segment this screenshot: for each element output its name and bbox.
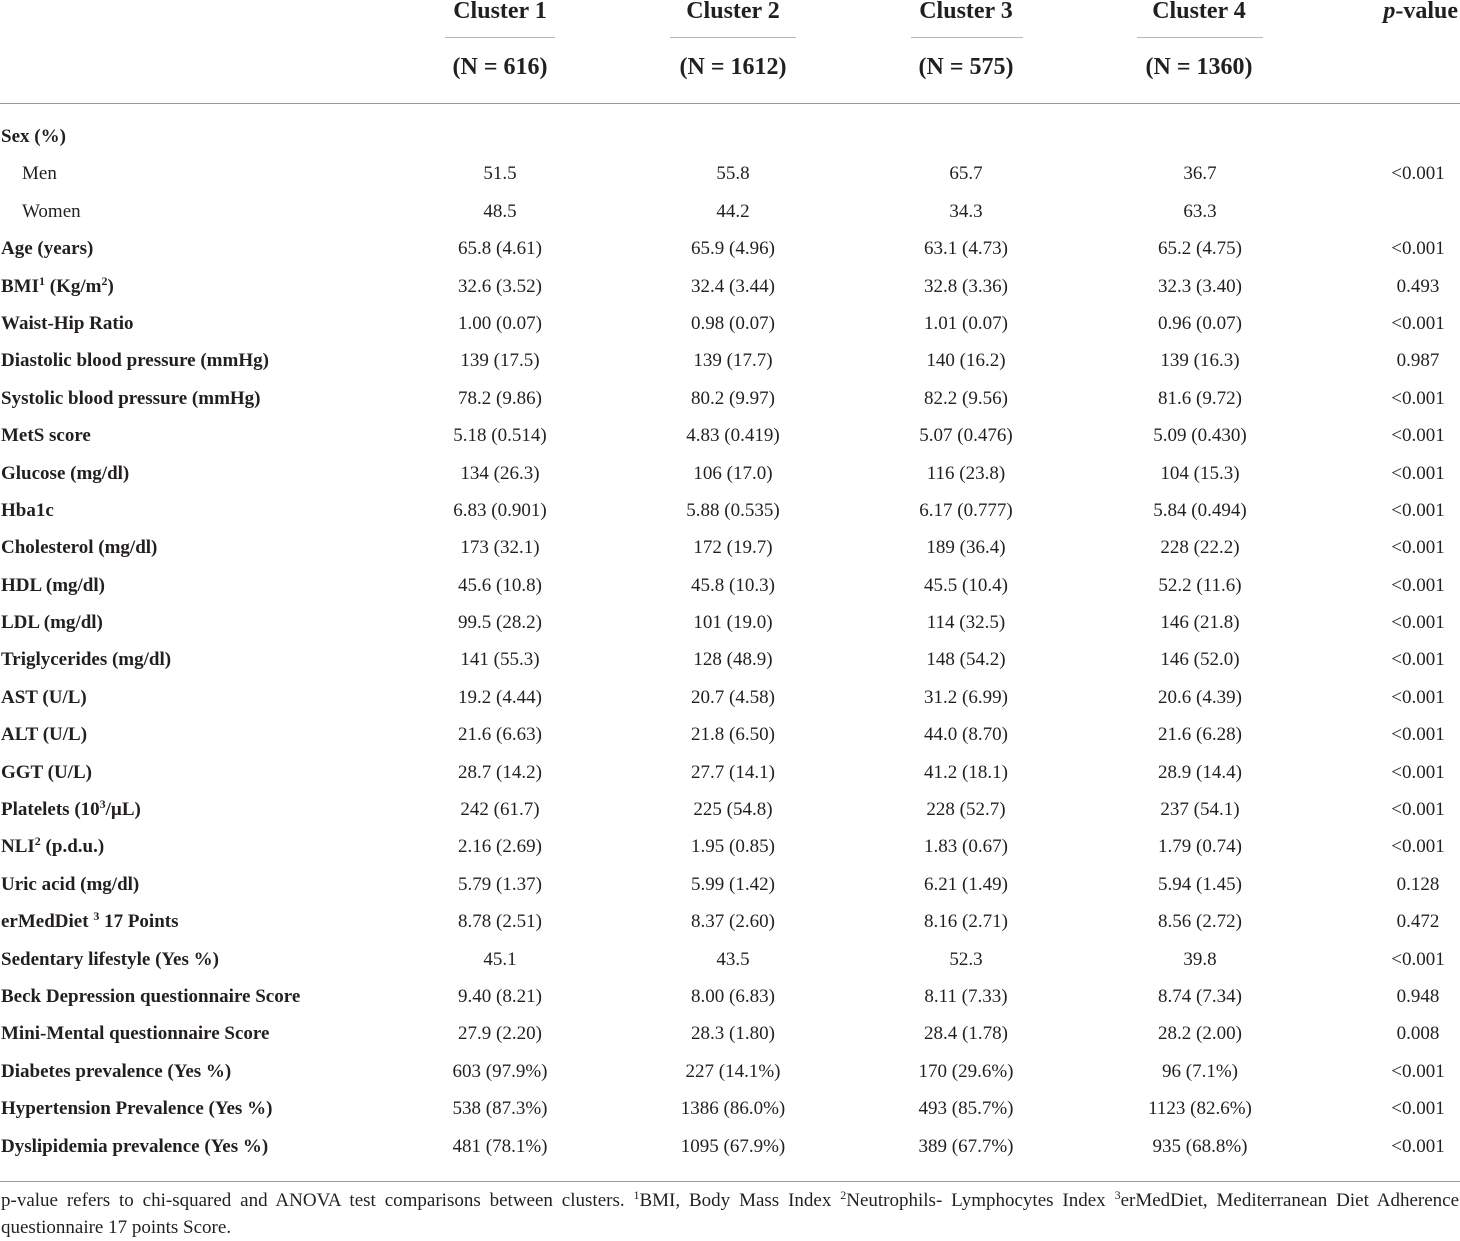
label-superscript: 1 [39, 273, 45, 288]
label-text: BMI [1, 275, 39, 297]
table-row [0, 866, 1460, 903]
label-text: ) [107, 275, 114, 297]
row-label [1, 268, 114, 305]
table-row [0, 791, 1460, 828]
cell-cluster-2: 32.4 (3.44) [691, 275, 775, 297]
row-label [1, 567, 105, 604]
cell-cluster-1: 65.8 (4.61) [458, 238, 542, 260]
cell-p-value: <0.001 [1391, 312, 1445, 334]
column-header-name: Cluster 1 [453, 0, 547, 24]
cell-cluster-4: 104 (15.3) [1160, 462, 1240, 484]
row-label [1, 342, 269, 379]
cell-cluster-2: 21.8 (6.50) [691, 724, 775, 746]
row-label [1, 1128, 268, 1165]
header-rule [911, 37, 1023, 38]
column-header-p-value [1383, 0, 1458, 25]
cell-cluster-4: 5.09 (0.430) [1153, 425, 1247, 447]
row-label [1, 1015, 269, 1052]
footnote-intro: p-value refers to chi-squared and ANOVA test comparisons between clusters. [1, 1190, 634, 1211]
cell-cluster-1: 78.2 (9.86) [458, 387, 542, 409]
cell-p-value: <0.001 [1391, 425, 1445, 447]
table-bottom-rule [0, 1181, 1460, 1182]
cell-p-value: 0.987 [1396, 350, 1440, 372]
cell-cluster-1: 21.6 (6.63) [458, 724, 542, 746]
cell-cluster-1: 481 (78.1%) [452, 1135, 548, 1157]
cell-cluster-2: 5.99 (1.42) [691, 873, 775, 895]
label-text: GGT (U/L) [1, 761, 92, 783]
cell-cluster-2: 172 (19.7) [693, 537, 773, 559]
cell-cluster-3: 32.8 (3.36) [924, 275, 1008, 297]
header-rule [445, 37, 555, 38]
p-value-italic: p [1383, 0, 1396, 24]
label-text: Glucose (mg/dl) [1, 462, 130, 484]
cell-cluster-3: 189 (36.4) [926, 537, 1006, 559]
header-bottom-rule [0, 103, 1460, 104]
row-label [1, 791, 141, 828]
cell-cluster-4: 1.79 (0.74) [1158, 836, 1242, 858]
cell-cluster-3: 63.1 (4.73) [924, 238, 1008, 260]
cell-p-value: <0.001 [1391, 574, 1445, 596]
cell-cluster-4: 0.96 (0.07) [1158, 312, 1242, 334]
column-header-name: Cluster 4 [1152, 0, 1246, 24]
row-label [1, 941, 219, 978]
label-superscript: 2 [101, 273, 108, 288]
table-row [0, 978, 1460, 1015]
cell-cluster-3: 8.11 (7.33) [924, 985, 1008, 1007]
row-label [1, 380, 261, 417]
label-text: Cholesterol (mg/dl) [1, 537, 158, 559]
table-body [0, 118, 1460, 1165]
column-header-name: Cluster 2 [686, 0, 780, 24]
table-row [0, 155, 1460, 192]
cell-cluster-2: 1386 (86.0%) [680, 1098, 786, 1120]
cell-cluster-4: 8.74 (7.34) [1158, 985, 1242, 1007]
header-rule [670, 37, 796, 38]
row-label [1, 492, 54, 529]
cell-cluster-2: 101 (19.0) [693, 612, 773, 634]
label-text: ALT (U/L) [1, 724, 88, 746]
cell-cluster-4: 935 (68.8%) [1152, 1135, 1248, 1157]
cell-cluster-3: 6.17 (0.777) [919, 499, 1013, 521]
cell-cluster-1: 27.9 (2.20) [458, 1023, 542, 1045]
footnote-nli: Neutrophils- Lymphocytes Index [846, 1190, 1115, 1211]
table-row [0, 1015, 1460, 1052]
cell-cluster-4: 81.6 (9.72) [1158, 387, 1242, 409]
cell-cluster-1: 9.40 (8.21) [458, 985, 542, 1007]
table-row [0, 492, 1460, 529]
cell-cluster-4: 36.7 [1183, 163, 1217, 185]
cell-p-value: <0.001 [1391, 163, 1445, 185]
label-text: /µL) [105, 799, 141, 821]
cell-cluster-1: 141 (55.3) [460, 649, 540, 671]
cell-cluster-3: 1.01 (0.07) [924, 312, 1008, 334]
cell-cluster-4: 139 (16.3) [1160, 350, 1240, 372]
cell-cluster-2: 128 (48.9) [693, 649, 773, 671]
footnote-marker: 1 [633, 1188, 640, 1202]
cell-cluster-3: 1.83 (0.67) [924, 836, 1008, 858]
cell-cluster-2: 65.9 (4.96) [691, 238, 775, 260]
row-label [1, 455, 129, 492]
table-row [0, 193, 1460, 230]
label-superscript: 3 [99, 797, 106, 812]
label-text: erMedDiet [1, 911, 94, 933]
table-row [0, 342, 1460, 379]
label-text: Beck Depression questionnaire Score [1, 985, 301, 1007]
cell-cluster-4: 32.3 (3.40) [1158, 275, 1242, 297]
table-row [0, 567, 1460, 604]
column-header-n: (N = 1360) [1145, 54, 1253, 80]
cell-cluster-2: 45.8 (10.3) [691, 574, 775, 596]
row-label [1, 1053, 231, 1090]
table-row [0, 828, 1460, 865]
cell-cluster-1: 99.5 (28.2) [458, 612, 542, 634]
table-row [0, 716, 1460, 753]
row-label [1, 754, 92, 791]
cell-cluster-2: 28.3 (1.80) [691, 1023, 775, 1045]
table-row [0, 455, 1460, 492]
label-text: (p.d.u.) [40, 836, 105, 858]
cell-cluster-4: 237 (54.1) [1160, 799, 1240, 821]
cell-cluster-3: 228 (52.7) [926, 799, 1006, 821]
cell-cluster-2: 8.00 (6.83) [691, 985, 775, 1007]
cell-cluster-1: 134 (26.3) [460, 462, 540, 484]
cell-p-value: <0.001 [1391, 724, 1445, 746]
cell-cluster-1: 45.1 [483, 948, 517, 970]
cell-p-value: <0.001 [1391, 836, 1445, 858]
cell-cluster-1: 2.16 (2.69) [458, 836, 542, 858]
cell-cluster-2: 0.98 (0.07) [691, 312, 775, 334]
cell-cluster-3: 493 (85.7%) [918, 1098, 1014, 1120]
cell-p-value: <0.001 [1391, 649, 1445, 671]
label-text: HDL (mg/dl) [1, 574, 105, 596]
label-text: AST (U/L) [1, 686, 87, 708]
label-text: Women [22, 200, 81, 222]
cell-cluster-3: 31.2 (6.99) [924, 686, 1008, 708]
column-header-name: Cluster 3 [919, 0, 1013, 24]
cell-cluster-3: 170 (29.6%) [918, 1060, 1014, 1082]
table-row [0, 1128, 1460, 1165]
cell-cluster-4: 52.2 (11.6) [1158, 574, 1242, 596]
row-label [1, 1090, 272, 1127]
row-label [1, 641, 171, 678]
label-text: Hypertension Prevalence (Yes %) [1, 1098, 273, 1120]
table-header [0, 0, 1460, 104]
cell-p-value: <0.001 [1391, 686, 1445, 708]
cell-cluster-1: 1.00 (0.07) [458, 312, 542, 334]
label-text: Diabetes prevalence (Yes %) [1, 1060, 232, 1082]
cell-cluster-2: 27.7 (14.1) [691, 761, 775, 783]
label-text: Dyslipidemia prevalence (Yes %) [1, 1135, 269, 1157]
cell-cluster-2: 43.5 [716, 948, 750, 970]
cell-cluster-3: 34.3 [949, 200, 983, 222]
row-label [1, 529, 157, 566]
table-row [0, 529, 1460, 566]
cell-p-value: 0.472 [1396, 911, 1440, 933]
label-text: MetS score [1, 425, 91, 447]
cell-cluster-3: 82.2 (9.56) [924, 387, 1008, 409]
row-label [1, 978, 300, 1015]
cell-cluster-2: 1.95 (0.85) [691, 836, 775, 858]
table-row [0, 417, 1460, 454]
cell-cluster-4: 5.94 (1.45) [1158, 873, 1242, 895]
cell-cluster-4: 21.6 (6.28) [1158, 724, 1242, 746]
row-label [1, 118, 66, 155]
cell-cluster-3: 116 (23.8) [926, 462, 1006, 484]
label-text: LDL (mg/dl) [1, 612, 103, 634]
cell-p-value: <0.001 [1391, 612, 1445, 634]
cell-cluster-4: 28.2 (2.00) [1158, 1023, 1242, 1045]
table-row [0, 1090, 1460, 1127]
cell-cluster-4: 8.56 (2.72) [1158, 911, 1242, 933]
cell-p-value: 0.128 [1396, 873, 1440, 895]
table-row [0, 1053, 1460, 1090]
cell-p-value: <0.001 [1391, 761, 1445, 783]
cell-p-value: <0.001 [1391, 1060, 1445, 1082]
label-text: Sex (%) [1, 126, 66, 147]
cell-cluster-3: 8.16 (2.71) [924, 911, 1008, 933]
cell-cluster-1: 6.83 (0.901) [453, 499, 547, 521]
cell-cluster-3: 44.0 (8.70) [924, 724, 1008, 746]
table-row [0, 305, 1460, 342]
table-row [0, 679, 1460, 716]
label-text: Triglycerides (mg/dl) [1, 649, 172, 671]
row-label [1, 604, 103, 641]
label-text: NLI [1, 836, 35, 858]
row-label [1, 866, 139, 903]
label-superscript: 2 [34, 834, 41, 849]
table-row [0, 903, 1460, 940]
cell-p-value: 0.493 [1396, 275, 1440, 297]
row-label [1, 828, 104, 865]
label-text: Platelets (10 [1, 799, 100, 821]
label-text: (Kg/m [45, 275, 102, 297]
table-row [0, 604, 1460, 641]
cell-cluster-3: 45.5 (10.4) [924, 574, 1008, 596]
cell-cluster-2: 8.37 (2.60) [691, 911, 775, 933]
label-text: Diastolic blood pressure (mmHg) [1, 350, 269, 372]
cell-cluster-1: 32.6 (3.52) [458, 275, 542, 297]
cell-cluster-2: 4.83 (0.419) [686, 425, 780, 447]
cell-cluster-1: 8.78 (2.51) [458, 911, 542, 933]
cell-cluster-4: 63.3 [1183, 200, 1217, 222]
cell-cluster-2: 20.7 (4.58) [691, 686, 775, 708]
cell-cluster-1: 5.79 (1.37) [458, 873, 542, 895]
cell-cluster-2: 44.2 [716, 200, 750, 222]
cell-cluster-3: 41.2 (18.1) [924, 761, 1008, 783]
cell-p-value: <0.001 [1391, 1098, 1445, 1120]
row-label [1, 305, 133, 342]
column-header-n: (N = 575) [918, 54, 1014, 80]
cell-p-value: <0.001 [1391, 537, 1445, 559]
cell-cluster-2: 55.8 [716, 163, 750, 185]
cell-cluster-3: 148 (54.2) [926, 649, 1006, 671]
cell-cluster-2: 1095 (67.9%) [680, 1135, 786, 1157]
cell-cluster-1: 5.18 (0.514) [453, 425, 547, 447]
footnote-marker: 2 [840, 1188, 847, 1202]
row-label [1, 903, 179, 940]
footnote-ermeddiet: erMedDiet, Mediterranean Diet Adherence questionnaire 17 points Score. [1, 1190, 1460, 1238]
cell-p-value: 0.008 [1396, 1023, 1440, 1045]
table-footnote [1, 1187, 1459, 1241]
label-text: Waist-Hip Ratio [1, 312, 134, 334]
cell-cluster-4: 20.6 (4.39) [1158, 686, 1242, 708]
table-row [0, 754, 1460, 791]
cell-cluster-3: 52.3 [949, 948, 983, 970]
cell-cluster-4: 146 (21.8) [1160, 612, 1240, 634]
column-header-n: (N = 616) [452, 54, 548, 80]
cell-cluster-1: 45.6 (10.8) [458, 574, 542, 596]
cell-cluster-4: 228 (22.2) [1160, 537, 1240, 559]
cell-cluster-4: 39.8 [1183, 948, 1217, 970]
label-text: Hba1c [1, 499, 54, 521]
row-label [1, 716, 87, 753]
footnote-marker: 3 [1114, 1188, 1121, 1202]
cell-cluster-4: 5.84 (0.494) [1153, 499, 1247, 521]
cell-cluster-1: 48.5 [483, 200, 517, 222]
cell-cluster-2: 139 (17.7) [693, 350, 773, 372]
label-text: Systolic blood pressure (mmHg) [1, 387, 261, 409]
label-text: 17 Points [99, 911, 179, 933]
label-text: Uric acid (mg/dl) [1, 873, 140, 895]
label-text: Mini-Mental questionnaire Score [1, 1023, 270, 1045]
label-text: Men [22, 163, 57, 185]
cell-cluster-3: 389 (67.7%) [918, 1135, 1014, 1157]
cell-cluster-3: 140 (16.2) [926, 350, 1006, 372]
cell-cluster-2: 106 (17.0) [693, 462, 773, 484]
cell-cluster-1: 603 (97.9%) [452, 1060, 548, 1082]
cell-cluster-4: 96 (7.1%) [1162, 1060, 1238, 1082]
cell-cluster-1: 28.7 (14.2) [458, 761, 542, 783]
column-header-n: (N = 1612) [679, 54, 787, 80]
row-label [1, 417, 91, 454]
header-rule [1137, 37, 1263, 38]
cell-cluster-4: 65.2 (4.75) [1158, 238, 1242, 260]
table-row [0, 230, 1460, 267]
footnote-bmi: BMI, Body Mass Index [639, 1190, 841, 1211]
row-label [22, 155, 57, 192]
cell-cluster-1: 19.2 (4.44) [458, 686, 542, 708]
cell-p-value: <0.001 [1391, 499, 1445, 521]
p-value-rest: -value [1395, 0, 1458, 24]
cell-cluster-1: 173 (32.1) [460, 537, 540, 559]
cell-p-value: <0.001 [1391, 799, 1445, 821]
row-label [22, 193, 81, 230]
cell-cluster-1: 538 (87.3%) [452, 1098, 548, 1120]
cell-cluster-4: 146 (52.0) [1160, 649, 1240, 671]
cell-cluster-3: 5.07 (0.476) [919, 425, 1013, 447]
label-superscript: 3 [93, 909, 100, 924]
cell-cluster-1: 242 (61.7) [460, 799, 540, 821]
row-label [1, 230, 93, 267]
cell-cluster-4: 1123 (82.6%) [1148, 1098, 1252, 1120]
cell-p-value: <0.001 [1391, 1135, 1445, 1157]
table-row [0, 118, 1460, 155]
cell-p-value: <0.001 [1391, 948, 1445, 970]
cell-cluster-2: 80.2 (9.97) [691, 387, 775, 409]
row-label [1, 679, 87, 716]
cell-p-value: <0.001 [1391, 462, 1445, 484]
cell-cluster-3: 65.7 [949, 163, 983, 185]
cell-cluster-1: 51.5 [483, 163, 517, 185]
table-row [0, 380, 1460, 417]
cell-cluster-2: 225 (54.8) [693, 799, 773, 821]
table-row [0, 941, 1460, 978]
cell-cluster-2: 227 (14.1%) [685, 1060, 781, 1082]
cell-cluster-3: 6.21 (1.49) [924, 873, 1008, 895]
cell-p-value: <0.001 [1391, 238, 1445, 260]
cell-cluster-3: 28.4 (1.78) [924, 1023, 1008, 1045]
cell-cluster-3: 114 (32.5) [926, 612, 1006, 634]
label-text: Sedentary lifestyle (Yes %) [1, 948, 219, 970]
cell-cluster-2: 5.88 (0.535) [686, 499, 780, 521]
table-row [0, 268, 1460, 305]
label-text: Age (years) [1, 238, 94, 260]
cell-p-value: <0.001 [1391, 387, 1445, 409]
cell-p-value: 0.948 [1396, 985, 1440, 1007]
cell-cluster-1: 139 (17.5) [460, 350, 540, 372]
table-row [0, 641, 1460, 678]
cell-cluster-4: 28.9 (14.4) [1158, 761, 1242, 783]
